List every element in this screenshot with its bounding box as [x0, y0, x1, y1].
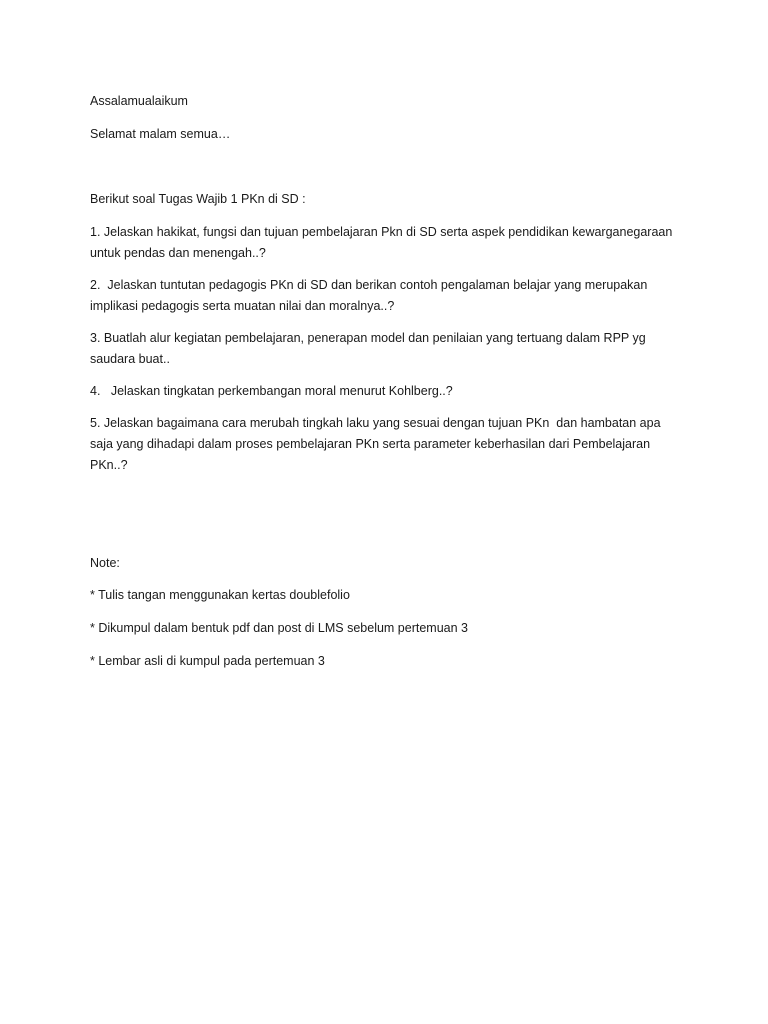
question-4-line-1: 4. Jelaskan tingkatan perkembangan moral menurut Kohlberg..?: [90, 384, 453, 398]
note-item-1: * Tulis tangan menggunakan kertas doublefolio: [90, 588, 350, 602]
question-2-line-2: implikasi pedagogis serta muatan nilai dan moralnya..?: [90, 299, 395, 313]
question-3: [90, 328, 690, 370]
question-1: [90, 222, 690, 264]
question-3-line-1: 3. Buatlah alur kegiatan pembelajaran, penerapan model dan penilaian yang tertuang dalam RPP yg: [90, 331, 646, 345]
question-5-line-1: 5. Jelaskan bagaimana cara merubah tingkah laku yang sesuai dengan tujuan PKn dan hambatan apa: [90, 416, 661, 430]
greeting-text: Assalamualaikum: [90, 94, 188, 108]
question-5: [90, 413, 690, 476]
intro-text: Berikut soal Tugas Wajib 1 PKn di SD :: [90, 192, 306, 206]
salutation-text: Selamat malam semua…: [90, 127, 231, 141]
question-2: [90, 275, 690, 317]
question-3-line-2: saudara buat..: [90, 352, 170, 366]
question-4: [90, 381, 690, 402]
question-1-line-2: untuk pendas dan menengah..?: [90, 246, 266, 260]
question-5-line-3: PKn..?: [90, 458, 128, 472]
question-2-line-1: 2. Jelaskan tuntutan pedagogis PKn di SD dan berikan contoh pengalaman belajar yang merupakan: [90, 278, 648, 292]
note-item-3: * Lembar asli di kumpul pada pertemuan 3: [90, 654, 325, 668]
note-heading: Note:: [90, 556, 120, 570]
note-item-2: * Dikumpul dalam bentuk pdf dan post di LMS sebelum pertemuan 3: [90, 621, 468, 635]
question-5-line-2: saja yang dihadapi dalam proses pembelajaran PKn serta parameter keberhasilan dari Pembelajaran: [90, 437, 651, 451]
question-1-line-1: 1. Jelaskan hakikat, fungsi dan tujuan pembelajaran Pkn di SD serta aspek pendidikan kewarganegaraan: [90, 225, 673, 239]
